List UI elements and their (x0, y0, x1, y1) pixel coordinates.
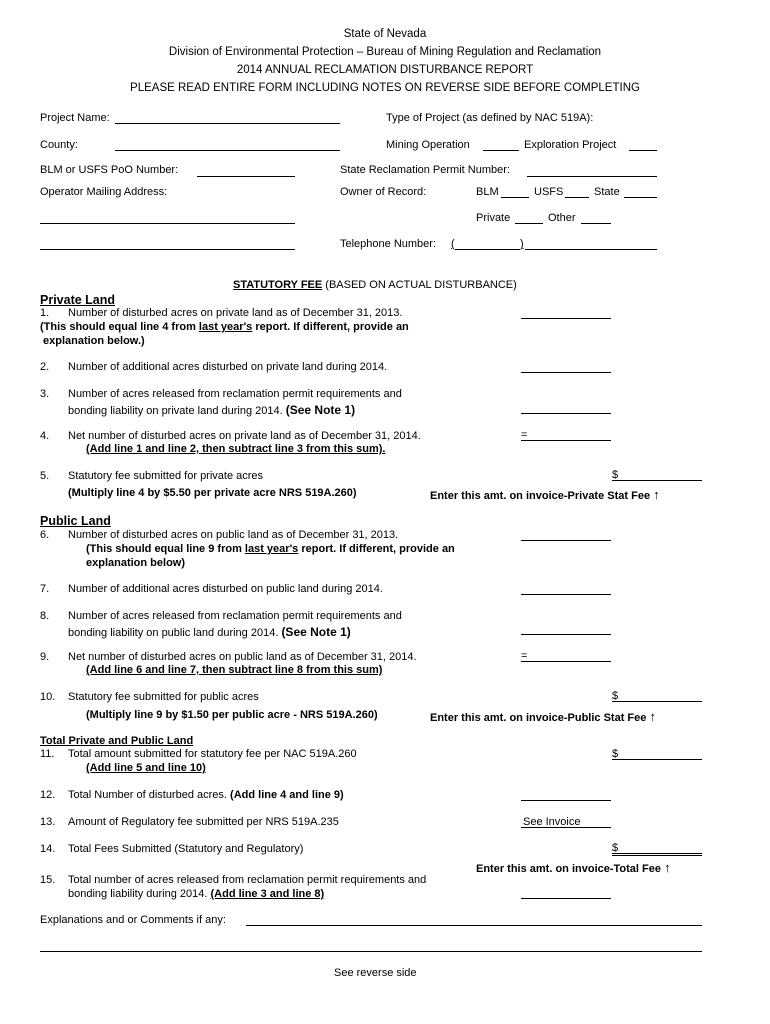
line14-number: 14. (40, 843, 56, 855)
line13-field[interactable] (521, 827, 611, 828)
poo-number-field[interactable] (197, 176, 295, 177)
line5-field[interactable] (612, 480, 702, 481)
line1-note-a: (This should equal line 4 from (40, 321, 196, 333)
line14-enter-text: Enter this amt. on invoice-Total Fee (476, 863, 661, 875)
line12-field[interactable] (521, 800, 611, 801)
line1-note-d: explanation below.) (43, 335, 145, 347)
line14-text: Total Fees Submitted (Statutory and Regulatory) (68, 843, 304, 855)
line11-dollar: $ (612, 748, 619, 760)
telephone-number-field[interactable] (525, 249, 657, 250)
line14-field-double (612, 855, 702, 856)
line8-field[interactable] (521, 634, 611, 635)
mining-operation-label: Mining Operation (386, 139, 470, 151)
line6-note (86, 543, 455, 555)
arrow-up-icon: ↑ (649, 709, 656, 724)
line6-number: 6. (40, 529, 50, 541)
permit-number-label: State Reclamation Permit Number: (340, 164, 510, 176)
line12-text: Total Number of disturbed acres. (68, 789, 227, 801)
line15-text-b: bonding liability during 2014. (68, 888, 208, 900)
line11-number: 11. (40, 748, 55, 760)
line5-text: Statutory fee submitted for private acres (68, 470, 264, 482)
line6-note-d: explanation below) (86, 557, 186, 569)
project-name-label: Project Name: (40, 112, 110, 124)
line8-text-b: bonding liability on public land during 2014. (68, 627, 279, 639)
mining-operation-field[interactable] (483, 150, 519, 151)
line9-equals: = (521, 650, 528, 662)
public-land-title: Public Land (40, 514, 111, 528)
owner-other-field[interactable] (581, 223, 611, 224)
line1-field[interactable] (521, 318, 611, 319)
telephone-paren-open: ( (451, 238, 455, 250)
line5-enter-instruction (430, 487, 660, 502)
line6-note-b: last year's (244, 543, 299, 555)
arrow-up-icon: ↑ (653, 487, 660, 502)
owner-blm-field[interactable] (501, 197, 529, 198)
line5-enter-text: Enter this amt. on invoice-Private Stat Fee (430, 490, 651, 502)
line3-text-b-row (68, 403, 355, 417)
owner-usfs-label: USFS (534, 186, 564, 198)
line12-number: 12. (40, 789, 56, 801)
owner-private-field[interactable] (515, 223, 543, 224)
line8-note: (See Note 1) (281, 625, 351, 639)
owner-blm-label: BLM (476, 186, 499, 198)
line12-note: (Add line 4 and line 9) (230, 789, 344, 801)
line10-note: (Multiply line 9 by $1.50 per public acre - NRS 519A.260) (86, 709, 378, 721)
line2-number: 2. (40, 361, 50, 373)
statutory-fee-heading (233, 279, 517, 291)
line3-text-a: Number of acres released from reclamation permit requirements and (68, 388, 402, 400)
line10-text: Statutory fee submitted for public acres (68, 691, 259, 703)
owner-private-label: Private (476, 212, 511, 224)
header-division: Division of Environmental Protection – Bureau of Mining Regulation and Reclamation (168, 46, 602, 58)
county-field[interactable] (115, 150, 340, 151)
line6-text: Number of disturbed acres on public land as of December 31, 2013. (68, 529, 399, 541)
owner-state-label: State (594, 186, 620, 198)
line9-field[interactable] (521, 661, 611, 662)
line4-equals: = (521, 429, 528, 441)
line1-text: Number of disturbed acres on private land as of December 31, 2013. (68, 307, 403, 319)
line4-note: (Add line 1 and line 2, then subtract line 3 from this sum). (86, 443, 386, 455)
line9-text: Net number of disturbed acres on public land as of December 31, 2014. (68, 651, 417, 663)
line7-field[interactable] (521, 594, 611, 595)
line15-field[interactable] (521, 898, 611, 899)
line11-text: Total amount submitted for statutory fee per NAC 519A.260 (68, 748, 357, 760)
line4-field[interactable] (521, 440, 611, 441)
line1-number: 1. (40, 307, 50, 319)
line6-note-a: (This should equal line 9 from (86, 543, 242, 555)
line9-note: (Add line 6 and line 7, then subtract line 8 from this sum) (86, 664, 383, 676)
line12-row (40, 789, 344, 801)
line14-dollar: $ (612, 842, 619, 854)
line4-number: 4. (40, 430, 50, 442)
line13-see-invoice: See Invoice (523, 816, 581, 828)
line3-text-b: bonding liability on private land during 2014. (68, 405, 283, 417)
mailing-address-line2[interactable] (40, 249, 295, 250)
line13-text: Amount of Regulatory fee submitted per NRS 519A.235 (68, 816, 339, 828)
line7-number: 7. (40, 583, 50, 595)
line5-dollar: $ (612, 469, 619, 481)
line5-note: (Multiply line 4 by $5.50 per private acre NRS 519A.260) (68, 487, 357, 499)
line9-number: 9. (40, 651, 50, 663)
line11-field[interactable] (612, 759, 702, 760)
mailing-address-line1[interactable] (40, 223, 295, 224)
line2-field[interactable] (521, 372, 611, 373)
line3-field[interactable] (521, 413, 611, 414)
line1-note-b: last year's (198, 321, 253, 333)
owner-of-record-label: Owner of Record: (340, 186, 427, 198)
line13-number: 13. (40, 816, 56, 828)
county-label: County: (40, 139, 78, 151)
type-of-project-label: Type of Project (as defined by NAC 519A): (386, 112, 594, 124)
header-instructions: PLEASE READ ENTIRE FORM INCLUDING NOTES ON REVERSE SIDE BEFORE COMPLETING (130, 82, 640, 94)
mailing-address-label: Operator Mailing Address: (40, 186, 168, 198)
telephone-paren-close: ) (520, 238, 524, 250)
line2-text: Number of additional acres disturbed on private land during 2014. (68, 361, 388, 373)
header-report-title: 2014 ANNUAL RECLAMATION DISTURBANCE REPORT (236, 64, 534, 76)
line11-note: (Add line 5 and line 10) (86, 762, 206, 774)
poo-number-label: BLM or USFS PoO Number: (40, 164, 179, 176)
line15-number: 15. (40, 874, 56, 886)
statutory-fee-title: STATUTORY FEE (233, 279, 323, 291)
line15-text-a: Total number of acres released from reclamation permit requirements and (68, 874, 427, 886)
line10-field[interactable] (612, 701, 702, 702)
line10-number: 10. (40, 691, 56, 703)
total-title: Total Private and Public Land (40, 735, 194, 747)
line15-text-b-row (68, 888, 324, 900)
permit-number-field[interactable] (527, 176, 657, 177)
comments-field-line2[interactable] (40, 951, 702, 952)
line1-note-c: report. If different, provide an (255, 321, 409, 333)
line6-note-c: report. If different, provide an (301, 543, 455, 555)
statutory-fee-subtitle: (BASED ON ACTUAL DISTURBANCE) (325, 279, 517, 291)
telephone-label: Telephone Number: (340, 238, 437, 250)
owner-other-label: Other (548, 212, 576, 224)
telephone-area-code[interactable] (455, 249, 520, 250)
line10-enter-instruction (430, 709, 656, 724)
line15-note: (Add line 3 and line 8) (210, 888, 325, 900)
private-land-title: Private Land (40, 293, 116, 307)
line3-note: (See Note 1) (285, 403, 356, 417)
owner-usfs-field[interactable] (565, 197, 589, 198)
exploration-project-label: Exploration Project (524, 139, 617, 151)
owner-state-field[interactable] (624, 197, 657, 198)
see-reverse-side: See reverse side (334, 967, 417, 979)
header-state: State of Nevada (343, 28, 427, 40)
line1-note (40, 321, 409, 333)
line6-field[interactable] (521, 540, 611, 541)
comments-field-line1[interactable] (246, 925, 702, 926)
project-name-field[interactable] (115, 123, 340, 124)
line7-text: Number of additional acres disturbed on public land during 2014. (68, 583, 383, 595)
arrow-up-icon: ↑ (664, 860, 671, 875)
line10-enter-text: Enter this amt. on invoice-Public Stat Fee (430, 712, 647, 724)
line10-dollar: $ (612, 690, 619, 702)
line4-text: Net number of disturbed acres on private land as of December 31, 2014. (68, 430, 421, 442)
line14-enter-instruction (476, 860, 671, 875)
line3-number: 3. (40, 388, 50, 400)
line8-text-b-row (68, 625, 351, 639)
exploration-project-field[interactable] (629, 150, 657, 151)
line14-field[interactable] (612, 853, 702, 854)
comments-label: Explanations and or Comments if any: (40, 914, 226, 926)
line8-text-a: Number of acres released from reclamation permit requirements and (68, 610, 402, 622)
line8-number: 8. (40, 610, 50, 622)
line5-number: 5. (40, 470, 50, 482)
